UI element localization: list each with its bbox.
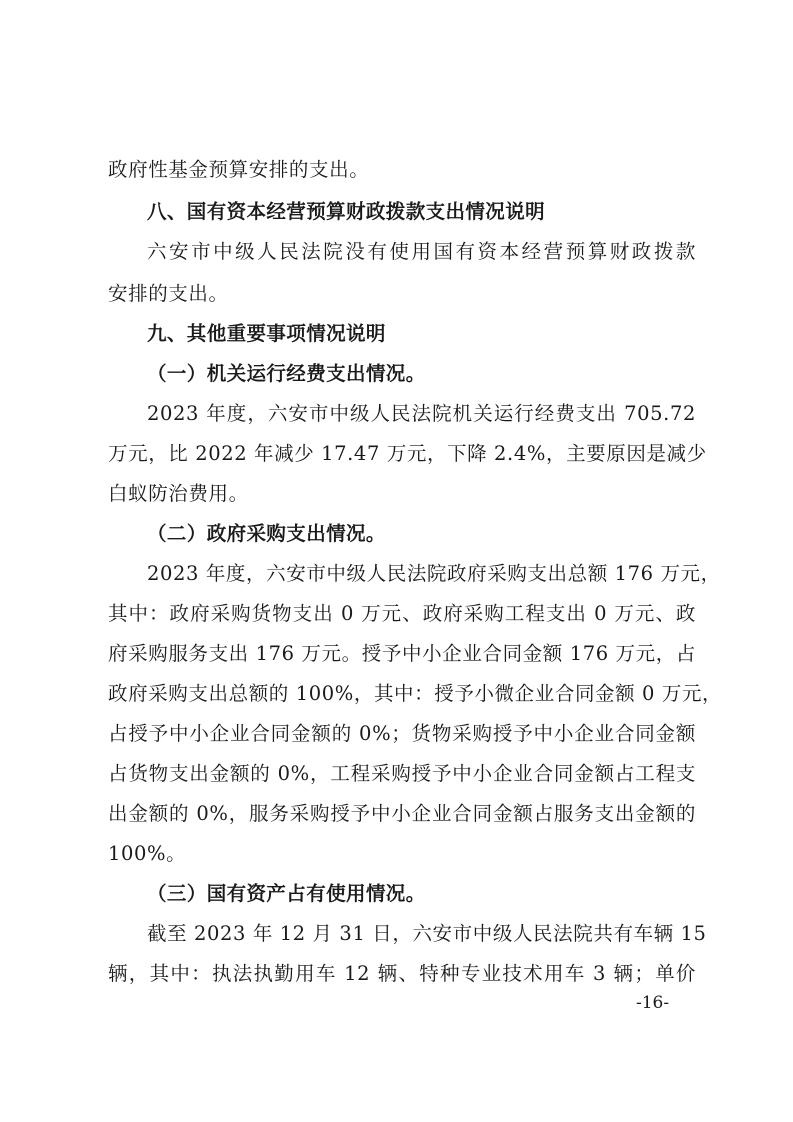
section-heading-8: 八、国有资本经营预算财政拨款支出情况说明 (147, 200, 546, 223)
subsection-heading-1: （一）机关运行经费支出情况。 (147, 362, 426, 385)
paragraph-line: 占授予中小企业合同金额的 0%；货物采购授予中小企业合同金额 (108, 722, 696, 745)
paragraph-line: 辆，其中：执法执勤用车 12 辆、特种专业技术用车 3 辆；单价 (108, 962, 696, 985)
paragraph-line: 2023 年度，六安市中级人民法院政府采购支出总额 176 万元， (147, 562, 721, 585)
paragraph-line: 占货物支出金额的 0%，工程采购授予中小企业合同金额占工程支 (108, 762, 696, 785)
paragraph-line: 100%。 (108, 842, 187, 865)
paragraph-line: 六安市中级人民法院没有使用国有资本经营预算财政拨款 (147, 240, 696, 263)
paragraph-line: 府采购服务支出 176 万元。授予中小企业合同金额 176 万元，占 (108, 642, 696, 665)
paragraph-line: 万元，比 2022 年减少 17.47 万元，下降 2.4%，主要原因是减少 (108, 442, 707, 465)
paragraph-line: 2023 年度，六安市中级人民法院机关运行经费支出 705.72 (147, 402, 696, 425)
paragraph-line: 安排的支出。 (108, 282, 229, 305)
paragraph-line: 政府采购支出总额的 100%，其中：授予小微企业合同金额 0 万元， (108, 682, 723, 705)
subsection-heading-3: （三）国有资产占有使用情况。 (147, 882, 426, 905)
paragraph-line: 截至 2023 年 12 月 31 日，六安市中级人民法院共有车辆 15 (147, 922, 707, 945)
paragraph-line: 政府性基金预算安排的支出。 (108, 158, 370, 181)
paragraph-line: 其中：政府采购货物支出 0 万元、政府采购工程支出 0 万元、政 (108, 602, 696, 625)
page-number: -16- (636, 993, 670, 1013)
paragraph-line: 白蚁防治费用。 (108, 482, 249, 505)
subsection-heading-2: （二）政府采购支出情况。 (147, 522, 386, 545)
section-heading-9: 九、其他重要事项情况说明 (147, 322, 386, 345)
paragraph-line: 出金额的 0%，服务采购授予中小企业合同金额占服务支出金额的 (108, 802, 696, 825)
